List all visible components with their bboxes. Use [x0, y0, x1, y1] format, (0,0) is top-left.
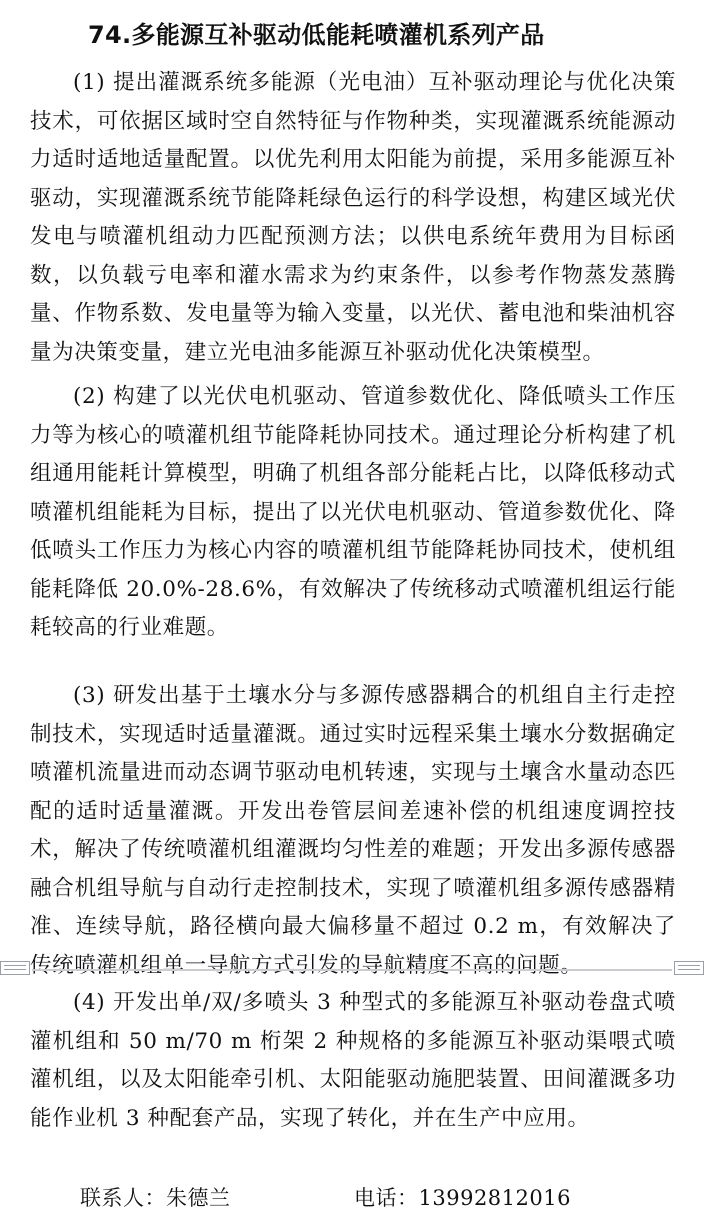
paragraph-3: (3) 研发出基于土壤水分与多源传感器耦合的机组自主行走控制技术，实现适时适量灌溉。通过实时远程采集土壤水分数据确定喷灌机流量进而动态调节驱动电机转速，实现与土壤含水量动态匹配的适时适量灌溉。开发出卷管层间差速补偿的机组速度调控技术，解决了传统喷灌机组灌溉均匀性差的难题；开发出多源传感器融合机组导航与自动行走控制技术，实现了喷灌机组多源传感器精准、连续导航，路径横向最大偏移量不超过 0.2 m，有效解决了传统喷灌机组单一导航方式引发的导航精度不高的问题。	[30, 683, 676, 978]
contact-person-name: 朱德兰	[166, 1186, 231, 1210]
contact-phone	[354, 1182, 571, 1214]
contact-person	[80, 1182, 231, 1214]
page-break-divider	[0, 961, 704, 979]
contact-person-label: 联系人：	[80, 1186, 166, 1210]
paragraph-1: (1) 提出灌溉系统多能源（光电油）互补驱动理论与优化决策技术，可依据区域时空自然特征与作物种类，实现灌溉系统能源动力适时适地适量配置。以优先利用太阳能为前提，采用多能源互补驱动，实现灌溉系统节能降耗绿色运行的科学设想，构建区域光伏发电与喷灌机组动力匹配预测方法；以供电系统年费用为目标函数，以负载亏电率和灌水需求为约束条件，以参考作物蒸发蒸腾量、作物系数、发电量等为输入变量，以光伏、蓄电池和柴油机容量为决策变量，建立光电油多能源互补驱动优化决策模型。	[30, 70, 676, 365]
page-break-right-handle-icon[interactable]	[674, 961, 704, 975]
page-break-left-handle-icon[interactable]	[0, 961, 30, 975]
paragraph-2: (2) 构建了以光伏电机驱动、管道参数优化、降低喷头工作压力等为核心的喷灌机组节能降耗协同技术。通过理论分析构建了机组通用能耗计算模型，明确了机组各部分能耗占比，以降低移动式喷灌机组能耗为目标，提出了以光伏电机驱动、管道参数优化、降低喷头工作压力为核心内容的喷灌机组节能降耗协同技术，使机组能耗降低 20.0%-28.6%，有效解决了传统移动式喷灌机组运行能耗较高的行业难题。	[30, 384, 676, 640]
paragraph-4: (4) 开发出单/双/多喷头 3 种型式的多能源互补驱动卷盘式喷灌机组和 50 m/70 m 桁架 2 种规格的多能源互补驱动渠喂式喷灌机组，以及太阳能牵引机、太阳能驱动施肥装置、田间灌溉多功能作业机 3 种配套产品，实现了转化，并在生产中应用。	[30, 990, 676, 1131]
contact-phone-number[interactable]: 13992812016	[418, 1186, 571, 1210]
contact-phone-label: 电话：	[354, 1186, 419, 1210]
document-title: 74.多能源互补驱动低能耗喷灌机系列产品	[88, 21, 545, 49]
page-break-line	[32, 969, 672, 971]
